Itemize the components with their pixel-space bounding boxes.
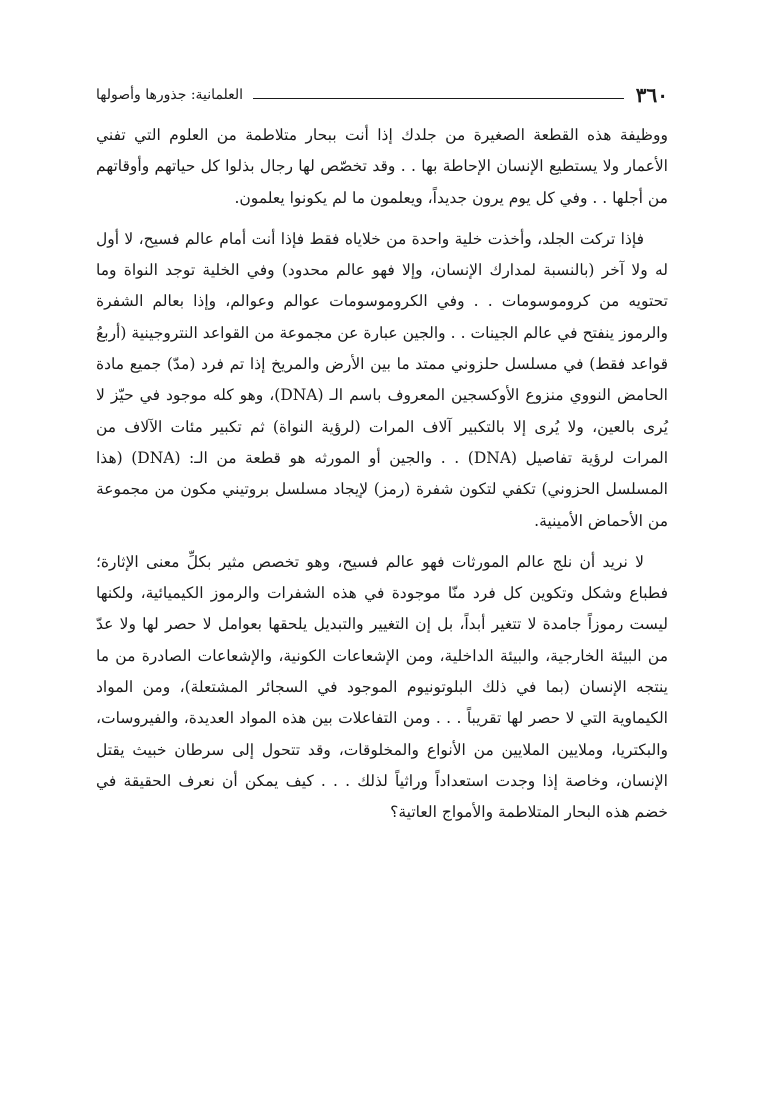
body-text — [96, 120, 668, 829]
paragraph-1: ووظيفة هذه القطعة الصغيرة من جلدك إذا أنت ببحار متلاطمة من العلوم التي تفني الأعمار ولا يستطيع الإنسان الإحاطة بها . . وقد تخصّص لها رجال بذلوا كل حياتهم وأوقاتهم من أجلها . . وفي كل يوم يرون جديداً، ويعلمون ما لم يكونوا يعلمون. — [96, 126, 668, 207]
paragraph-3: لا نريد أن نلج عالم المورثات فهو عالم فسيح، وهو تخصص مثير بكلِّ معنى الإثارة؛ فطباع وشكل وتكوين كل فرد منّا موجودة في هذه الشفرات والرموز الكيميائية، ولكنها ليست رموزاً جامدة لا تتغير أبداً، بل إن التغيير والتبديل يلحقها بعوامل لا حصر لها ولا عدّ من البيئة الخارجية، والبيئة الداخلية، ومن الإشعاعات الكونية، والإشعاعات الصادرة من ما ينتجه الإنسان (بما في ذلك البلوتونيوم الموجود في السجائر المشتعلة)، ومن المواد الكيماوية التي لا حصر لها تقريباً . . . ومن التفاعلات بين هذه المواد العديدة، والفيروسات، والبكتريا، وملايين الملايين من الأنواع والمخلوقات، وقد تتحول إلى سرطان خبيث يقتل الإنسان، وخاصة إذا وجدت استعداداً وراثياً لذلك . . . كيف يمكن أن نعرف الحقيقة في خضم هذه البحار المتلاطمة والأمواج العاتية؟ — [96, 552, 668, 822]
book-page — [96, 78, 668, 1088]
running-header — [96, 78, 668, 112]
page-number: ٣٦٠ — [635, 83, 668, 107]
running-title: العلمانية: جذورها وأصولها — [96, 87, 244, 103]
paragraph-2: فإذا تركت الجلد، وأخذت خلية واحدة من خلاياه فقط فإذا أنت أمام عالم فسيح، لا أول له ولا آخر (بالنسبة لمدارك الإنسان، وإلا فهو عالم محدود) وفي الخلية توجد النواة وما تحتويه من كروموسومات . . وفي الكروموسومات عوالم وعوالم، وإذا بعالم الشفرة والرموز ينفتح في عالم الجينات . . والجين عبارة عن مجموعة من القواعد النتروجينية (أربعُ قواعد فقط) في مسلسل حلزوني ممتد ما بين الأرض والمريخ إذا تم فرد (مدّ) جميع مادة الحامض النووي منزوع الأوكسجين المعروف باسم الـ (DNA)، وهو كله موجود في حيّز لا يُرى بالعين، ولا يُرى إلا بالتكبير آلاف المرات (لرؤية النواة) ثم تكبير مئات الآلاف من المرات لرؤية تفاصيل (DNA) . . والجين أو المورثه هو قطعة من الـ: (DNA) (هذا المسلسل الحزوني) تكفي لتكون شفرة (رمز) لإيجاد مسلسل بروتيني مكون من مجموعة من الأحماض الأمينية. — [96, 229, 669, 530]
header-rule — [253, 98, 624, 99]
